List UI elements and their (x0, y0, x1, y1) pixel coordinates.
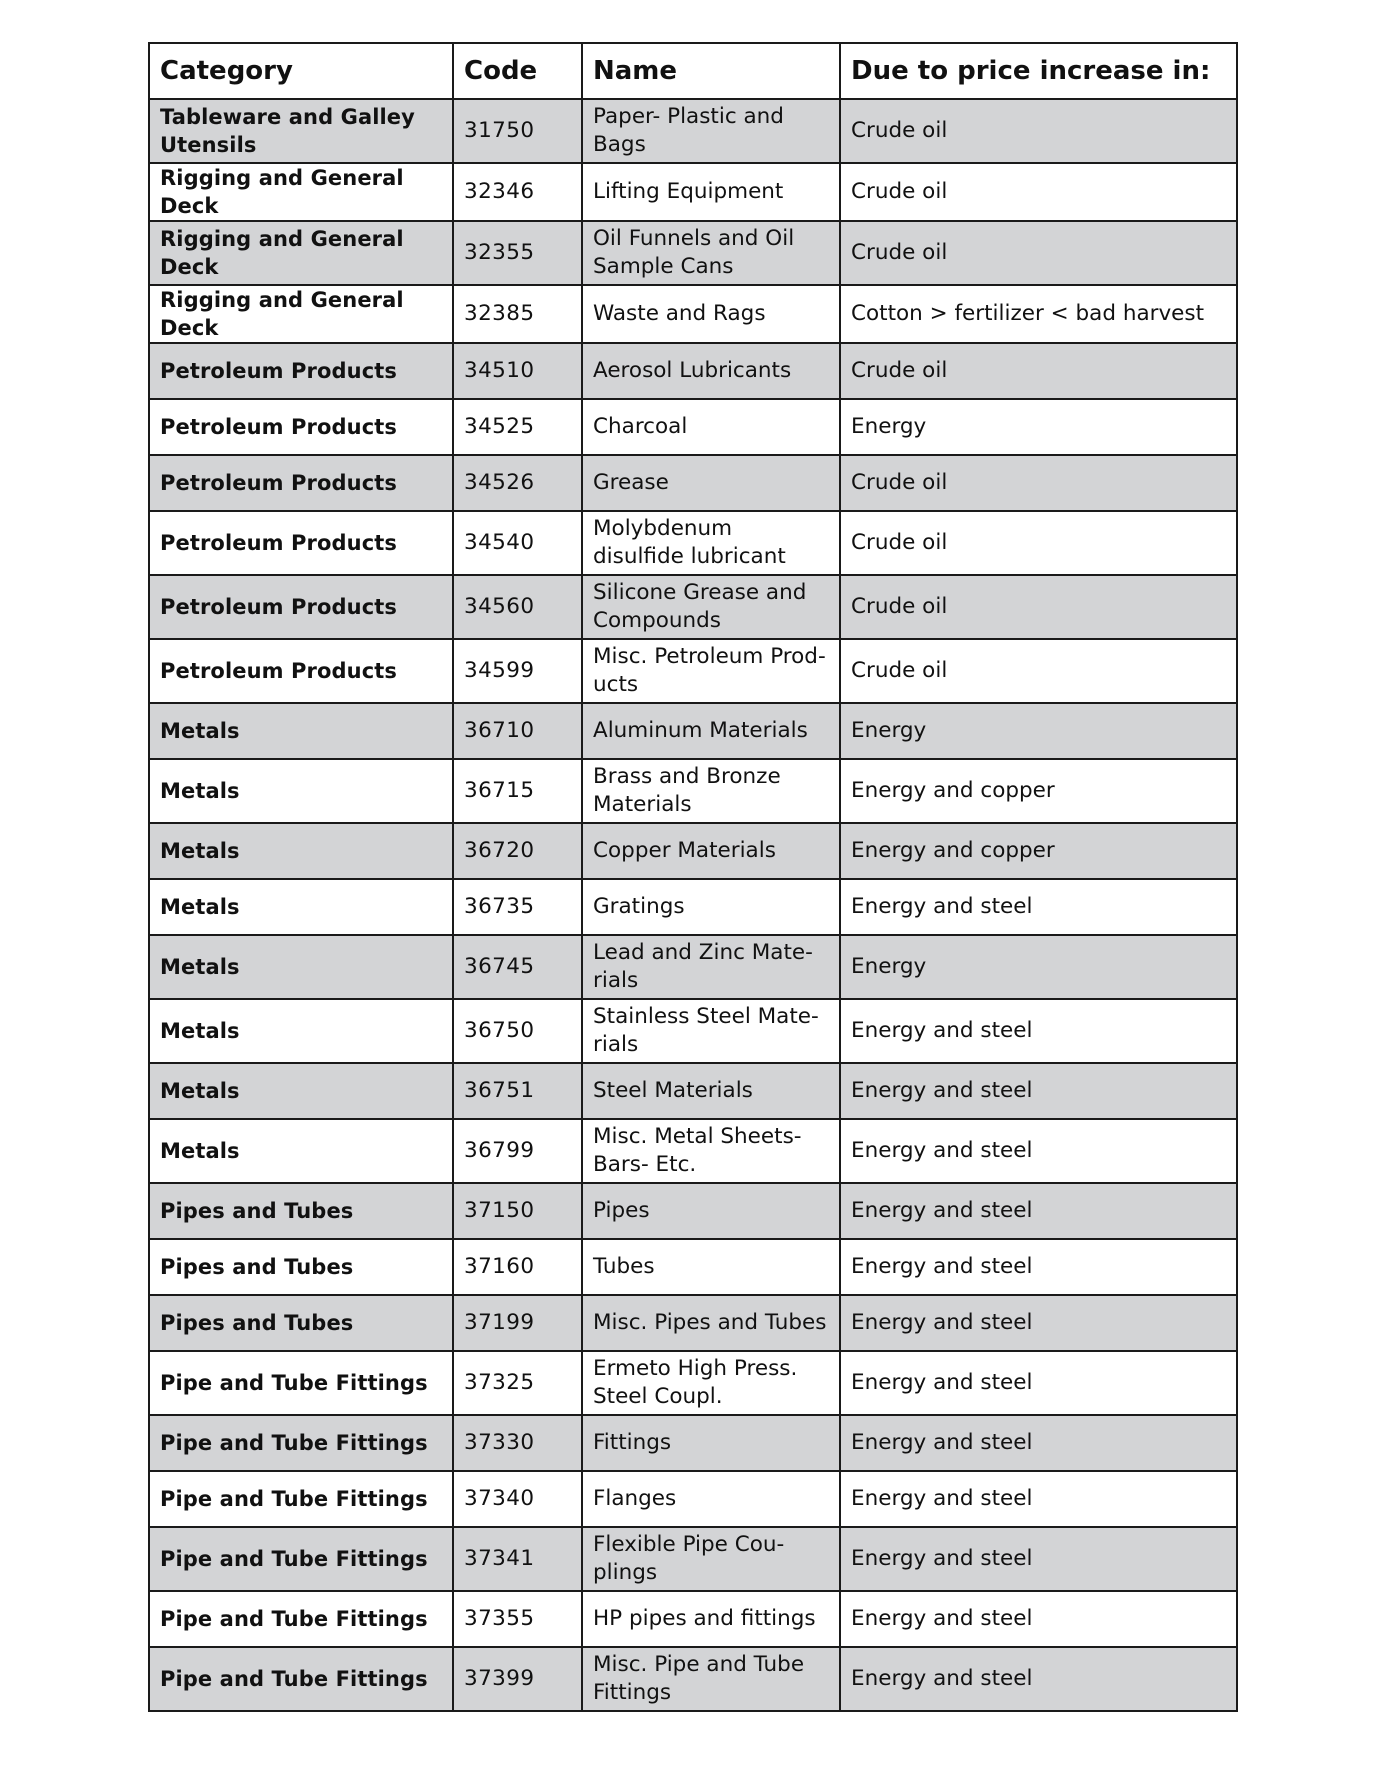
due-cell: Energy and steel (840, 1471, 1237, 1527)
code-cell: 37340 (453, 1471, 582, 1527)
table-row (149, 999, 1237, 1063)
name-cell: Lead and Zinc Mate-rials (582, 935, 840, 999)
name-cell: Fittings (582, 1415, 840, 1471)
code-cell: 36710 (453, 703, 582, 759)
table-row (149, 1063, 1237, 1119)
table-row (149, 343, 1237, 399)
code-cell: 36799 (453, 1119, 582, 1183)
table-row (149, 575, 1237, 639)
due-cell: Energy (840, 399, 1237, 455)
due-cell: Energy and steel (840, 1183, 1237, 1239)
category-cell: Metals (149, 1119, 453, 1183)
table-row (149, 511, 1237, 575)
due-cell: Cotton > fertilizer < bad harvest (840, 285, 1237, 343)
name-cell: Misc. Metal Sheets- Bars- Etc. (582, 1119, 840, 1183)
code-cell: 32346 (453, 163, 582, 221)
name-cell: Flexible Pipe Cou-plings (582, 1527, 840, 1591)
name-cell: Molybdenum disulfide lubricant (582, 511, 840, 575)
category-cell: Tableware and Galley Utensils (149, 99, 453, 163)
category-cell: Petroleum Products (149, 511, 453, 575)
name-cell: Tubes (582, 1239, 840, 1295)
name-cell: Stainless Steel Mate-rials (582, 999, 840, 1063)
table-row (149, 823, 1237, 879)
due-cell: Energy and steel (840, 1063, 1237, 1119)
category-cell: Metals (149, 1063, 453, 1119)
due-cell: Energy and steel (840, 1647, 1237, 1711)
due-cell: Energy and steel (840, 1351, 1237, 1415)
table-header-row (149, 43, 1237, 99)
name-cell: Misc. Pipe and Tube Fittings (582, 1647, 840, 1711)
due-cell: Energy and steel (840, 1119, 1237, 1183)
category-cell: Pipe and Tube Fittings (149, 1415, 453, 1471)
name-cell: Charcoal (582, 399, 840, 455)
table-row (149, 1415, 1237, 1471)
price-increase-table (148, 42, 1238, 1712)
category-cell: Metals (149, 935, 453, 999)
due-cell: Energy and steel (840, 1527, 1237, 1591)
header-due: Due to price increase in: (840, 43, 1237, 99)
category-cell: Pipe and Tube Fittings (149, 1591, 453, 1647)
code-cell: 37341 (453, 1527, 582, 1591)
category-cell: Pipe and Tube Fittings (149, 1351, 453, 1415)
code-cell: 37160 (453, 1239, 582, 1295)
table-row (149, 1119, 1237, 1183)
table-row (149, 1527, 1237, 1591)
code-cell: 36751 (453, 1063, 582, 1119)
name-cell: Lifting Equipment (582, 163, 840, 221)
name-cell: Steel Materials (582, 1063, 840, 1119)
due-cell: Crude oil (840, 639, 1237, 703)
name-cell: Flanges (582, 1471, 840, 1527)
code-cell: 34510 (453, 343, 582, 399)
code-cell: 36715 (453, 759, 582, 823)
due-cell: Energy and copper (840, 823, 1237, 879)
header-code: Code (453, 43, 582, 99)
table-row (149, 1471, 1237, 1527)
name-cell: Pipes (582, 1183, 840, 1239)
table-row (149, 163, 1237, 221)
due-cell: Energy and copper (840, 759, 1237, 823)
table-row (149, 1351, 1237, 1415)
name-cell: Aerosol Lubricants (582, 343, 840, 399)
name-cell: Misc. Pipes and Tubes (582, 1295, 840, 1351)
due-cell: Energy and steel (840, 1239, 1237, 1295)
due-cell: Crude oil (840, 99, 1237, 163)
code-cell: 36745 (453, 935, 582, 999)
code-cell: 36735 (453, 879, 582, 935)
code-cell: 37355 (453, 1591, 582, 1647)
due-cell: Energy and steel (840, 999, 1237, 1063)
category-cell: Pipe and Tube Fittings (149, 1471, 453, 1527)
name-cell: Aluminum Materials (582, 703, 840, 759)
code-cell: 31750 (453, 99, 582, 163)
code-cell: 34599 (453, 639, 582, 703)
name-cell: Waste and Rags (582, 285, 840, 343)
category-cell: Rigging and General Deck (149, 221, 453, 285)
category-cell: Petroleum Products (149, 639, 453, 703)
name-cell: Gratings (582, 879, 840, 935)
name-cell: HP pipes and fittings (582, 1591, 840, 1647)
table-row (149, 879, 1237, 935)
due-cell: Energy (840, 935, 1237, 999)
category-cell: Rigging and General Deck (149, 163, 453, 221)
category-cell: Pipe and Tube Fittings (149, 1527, 453, 1591)
category-cell: Pipe and Tube Fittings (149, 1647, 453, 1711)
category-cell: Pipes and Tubes (149, 1295, 453, 1351)
table-row (149, 935, 1237, 999)
category-cell: Petroleum Products (149, 399, 453, 455)
name-cell: Misc. Petroleum Prod-ucts (582, 639, 840, 703)
code-cell: 37325 (453, 1351, 582, 1415)
name-cell: Grease (582, 455, 840, 511)
category-cell: Rigging and General Deck (149, 285, 453, 343)
table-row (149, 639, 1237, 703)
name-cell: Oil Funnels and Oil Sample Cans (582, 221, 840, 285)
code-cell: 36750 (453, 999, 582, 1063)
code-cell: 32355 (453, 221, 582, 285)
code-cell: 34560 (453, 575, 582, 639)
category-cell: Pipes and Tubes (149, 1239, 453, 1295)
header-category: Category (149, 43, 453, 99)
table-row (149, 1295, 1237, 1351)
code-cell: 34526 (453, 455, 582, 511)
table-row (149, 1647, 1237, 1711)
category-cell: Metals (149, 879, 453, 935)
table-row (149, 1591, 1237, 1647)
table-row (149, 285, 1237, 343)
category-cell: Petroleum Products (149, 343, 453, 399)
code-cell: 32385 (453, 285, 582, 343)
due-cell: Crude oil (840, 221, 1237, 285)
table-row (149, 99, 1237, 163)
due-cell: Crude oil (840, 511, 1237, 575)
name-cell: Brass and Bronze Materials (582, 759, 840, 823)
category-cell: Metals (149, 759, 453, 823)
category-cell: Metals (149, 823, 453, 879)
name-cell: Silicone Grease and Compounds (582, 575, 840, 639)
category-cell: Metals (149, 703, 453, 759)
table-row (149, 703, 1237, 759)
due-cell: Crude oil (840, 343, 1237, 399)
category-cell: Petroleum Products (149, 455, 453, 511)
code-cell: 37399 (453, 1647, 582, 1711)
due-cell: Energy and steel (840, 1415, 1237, 1471)
code-cell: 36720 (453, 823, 582, 879)
table-row (149, 1183, 1237, 1239)
table-row (149, 221, 1237, 285)
code-cell: 37199 (453, 1295, 582, 1351)
due-cell: Energy (840, 703, 1237, 759)
name-cell: Paper- Plastic and Bags (582, 99, 840, 163)
name-cell: Copper Materials (582, 823, 840, 879)
code-cell: 34540 (453, 511, 582, 575)
due-cell: Energy and steel (840, 1295, 1237, 1351)
code-cell: 37150 (453, 1183, 582, 1239)
category-cell: Metals (149, 999, 453, 1063)
table-row (149, 1239, 1237, 1295)
table-row (149, 759, 1237, 823)
due-cell: Crude oil (840, 575, 1237, 639)
due-cell: Crude oil (840, 163, 1237, 221)
code-cell: 34525 (453, 399, 582, 455)
header-name: Name (582, 43, 840, 99)
table-row (149, 399, 1237, 455)
category-cell: Pipes and Tubes (149, 1183, 453, 1239)
due-cell: Energy and steel (840, 879, 1237, 935)
table-row (149, 455, 1237, 511)
due-cell: Crude oil (840, 455, 1237, 511)
name-cell: Ermeto High Press. Steel Coupl. (582, 1351, 840, 1415)
code-cell: 37330 (453, 1415, 582, 1471)
due-cell: Energy and steel (840, 1591, 1237, 1647)
category-cell: Petroleum Products (149, 575, 453, 639)
